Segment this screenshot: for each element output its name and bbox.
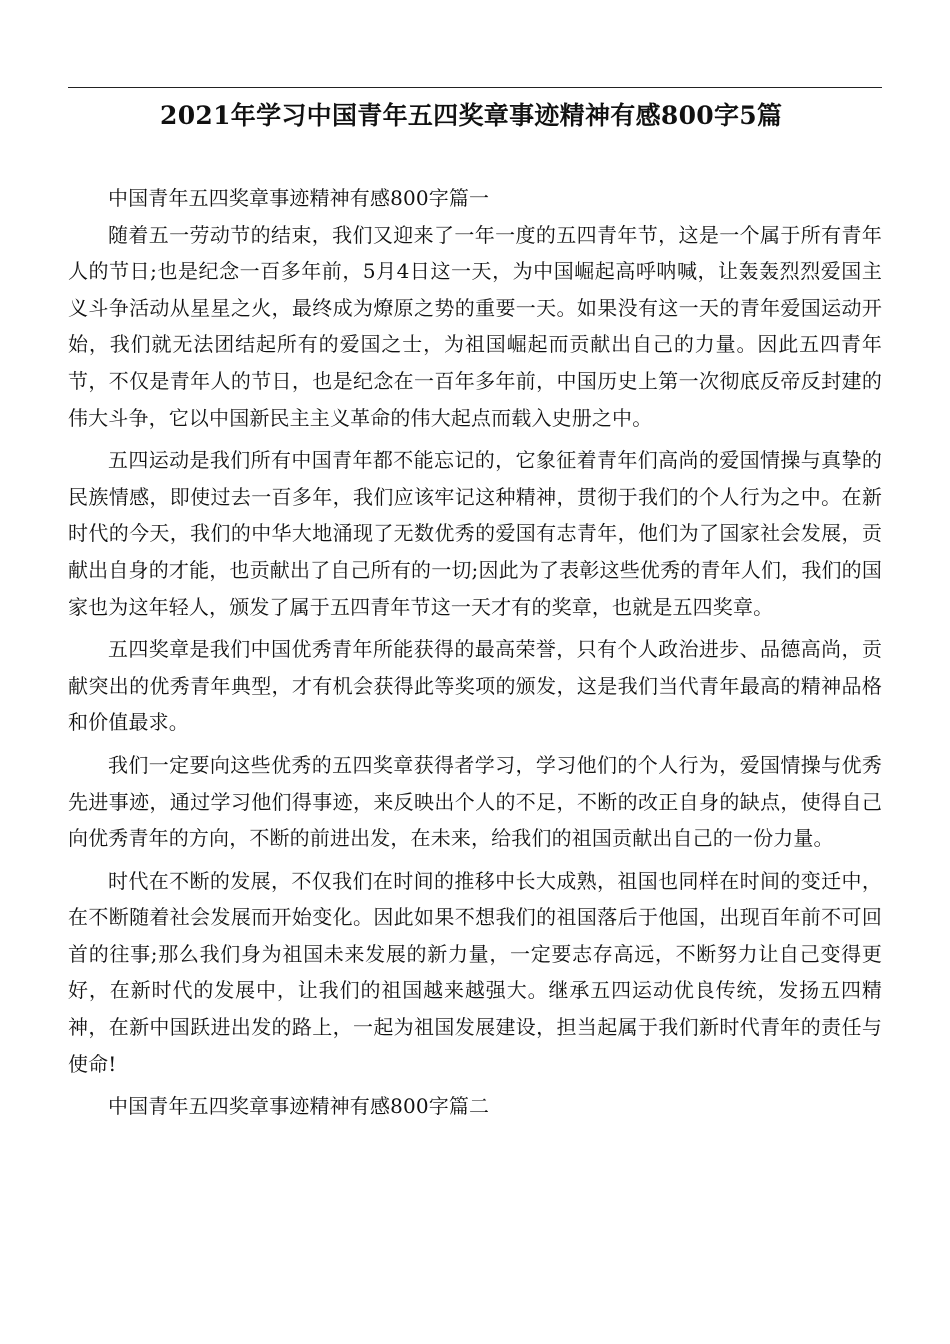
paragraph: 五四运动是我们所有中国青年都不能忘记的，它象征着青年们高尚的爱国情操与真挚的民族情感，即使过去一百多年，我们应该牢记这种精神，贯彻于我们的个人行为之中。在新时代的今天，我们的中华大地涌现了无数优秀的爱国有志青年，他们为了国家社会发展，贡献出自身的才能，也贡献出了自己所有的一切;因此为了表彰这些优秀的青年人们，我们的国家也为这年轻人，颁发了属于五四青年节这一天才有的奖章，也就是五四奖章。 <box>68 448 882 619</box>
paragraph: 时代在不断的发展，不仅我们在时间的推移中长大成熟，祖国也同样在时间的变迁中，在不断随着社会发展而开始变化。因此如果不想我们的祖国落后于他国，出现百年前不可回首的往事;那么我们身为祖国未来发展的新力量，一定要志存高远，不断努力让自己变得更好，在新时代的发展中，让我们的祖国越来越强大。继承五四运动优良传统，发扬五四精神，在新中国跃进出发的路上，一起为祖国发展建设，担当起属于我们新时代青年的责任与使命! <box>68 868 882 1076</box>
section-heading-2: 中国青年五四奖章事迹精神有感800字篇二 <box>108 1094 490 1119</box>
header-rule <box>68 87 882 88</box>
paragraph: 我们一定要向这些优秀的五四奖章获得者学习，学习他们的个人行为，爱国情操与优秀先进事迹，通过学习他们得事迹，来反映出个人的不足，不断的改正自身的缺点，使得自己向优秀青年的方向，不断的前进出发，在未来，给我们的祖国贡献出自己的一份力量。 <box>68 752 882 851</box>
paragraph: 五四奖章是我们中国优秀青年所能获得的最高荣誉，只有个人政治进步、品德高尚，贡献突出的优秀青年典型，才有机会获得此等奖项的颁发，这是我们当代青年最高的精神品格和价值最求。 <box>68 637 882 735</box>
paragraph: 随着五一劳动节的结束，我们又迎来了一年一度的五四青年节，这是一个属于所有青年人的节日;也是纪念一百多年前，5月4日这一天，为中国崛起高呼呐喊，让轰轰烈烈爱国主义斗争活动从星星之火，最终成为燎原之势的重要一天。如果没有这一天的青年爱国运动开始，我们就无法团结起所有的爱国之士，为祖国崛起而贡献出自己的力量。因此五四青年节，不仅是青年人的节日，也是纪念在一百年多年前，中国历史上第一次彻底反帝反封建的伟大斗争，它以中国新民主主义革命的伟大起点而载入史册之中。 <box>68 222 882 430</box>
document-title: 2021年学习中国青年五四奖章事迹精神有感800字5篇 <box>160 101 783 130</box>
section-heading-1: 中国青年五四奖章事迹精神有感800字篇一 <box>108 186 490 210</box>
document-body <box>68 180 882 1125</box>
